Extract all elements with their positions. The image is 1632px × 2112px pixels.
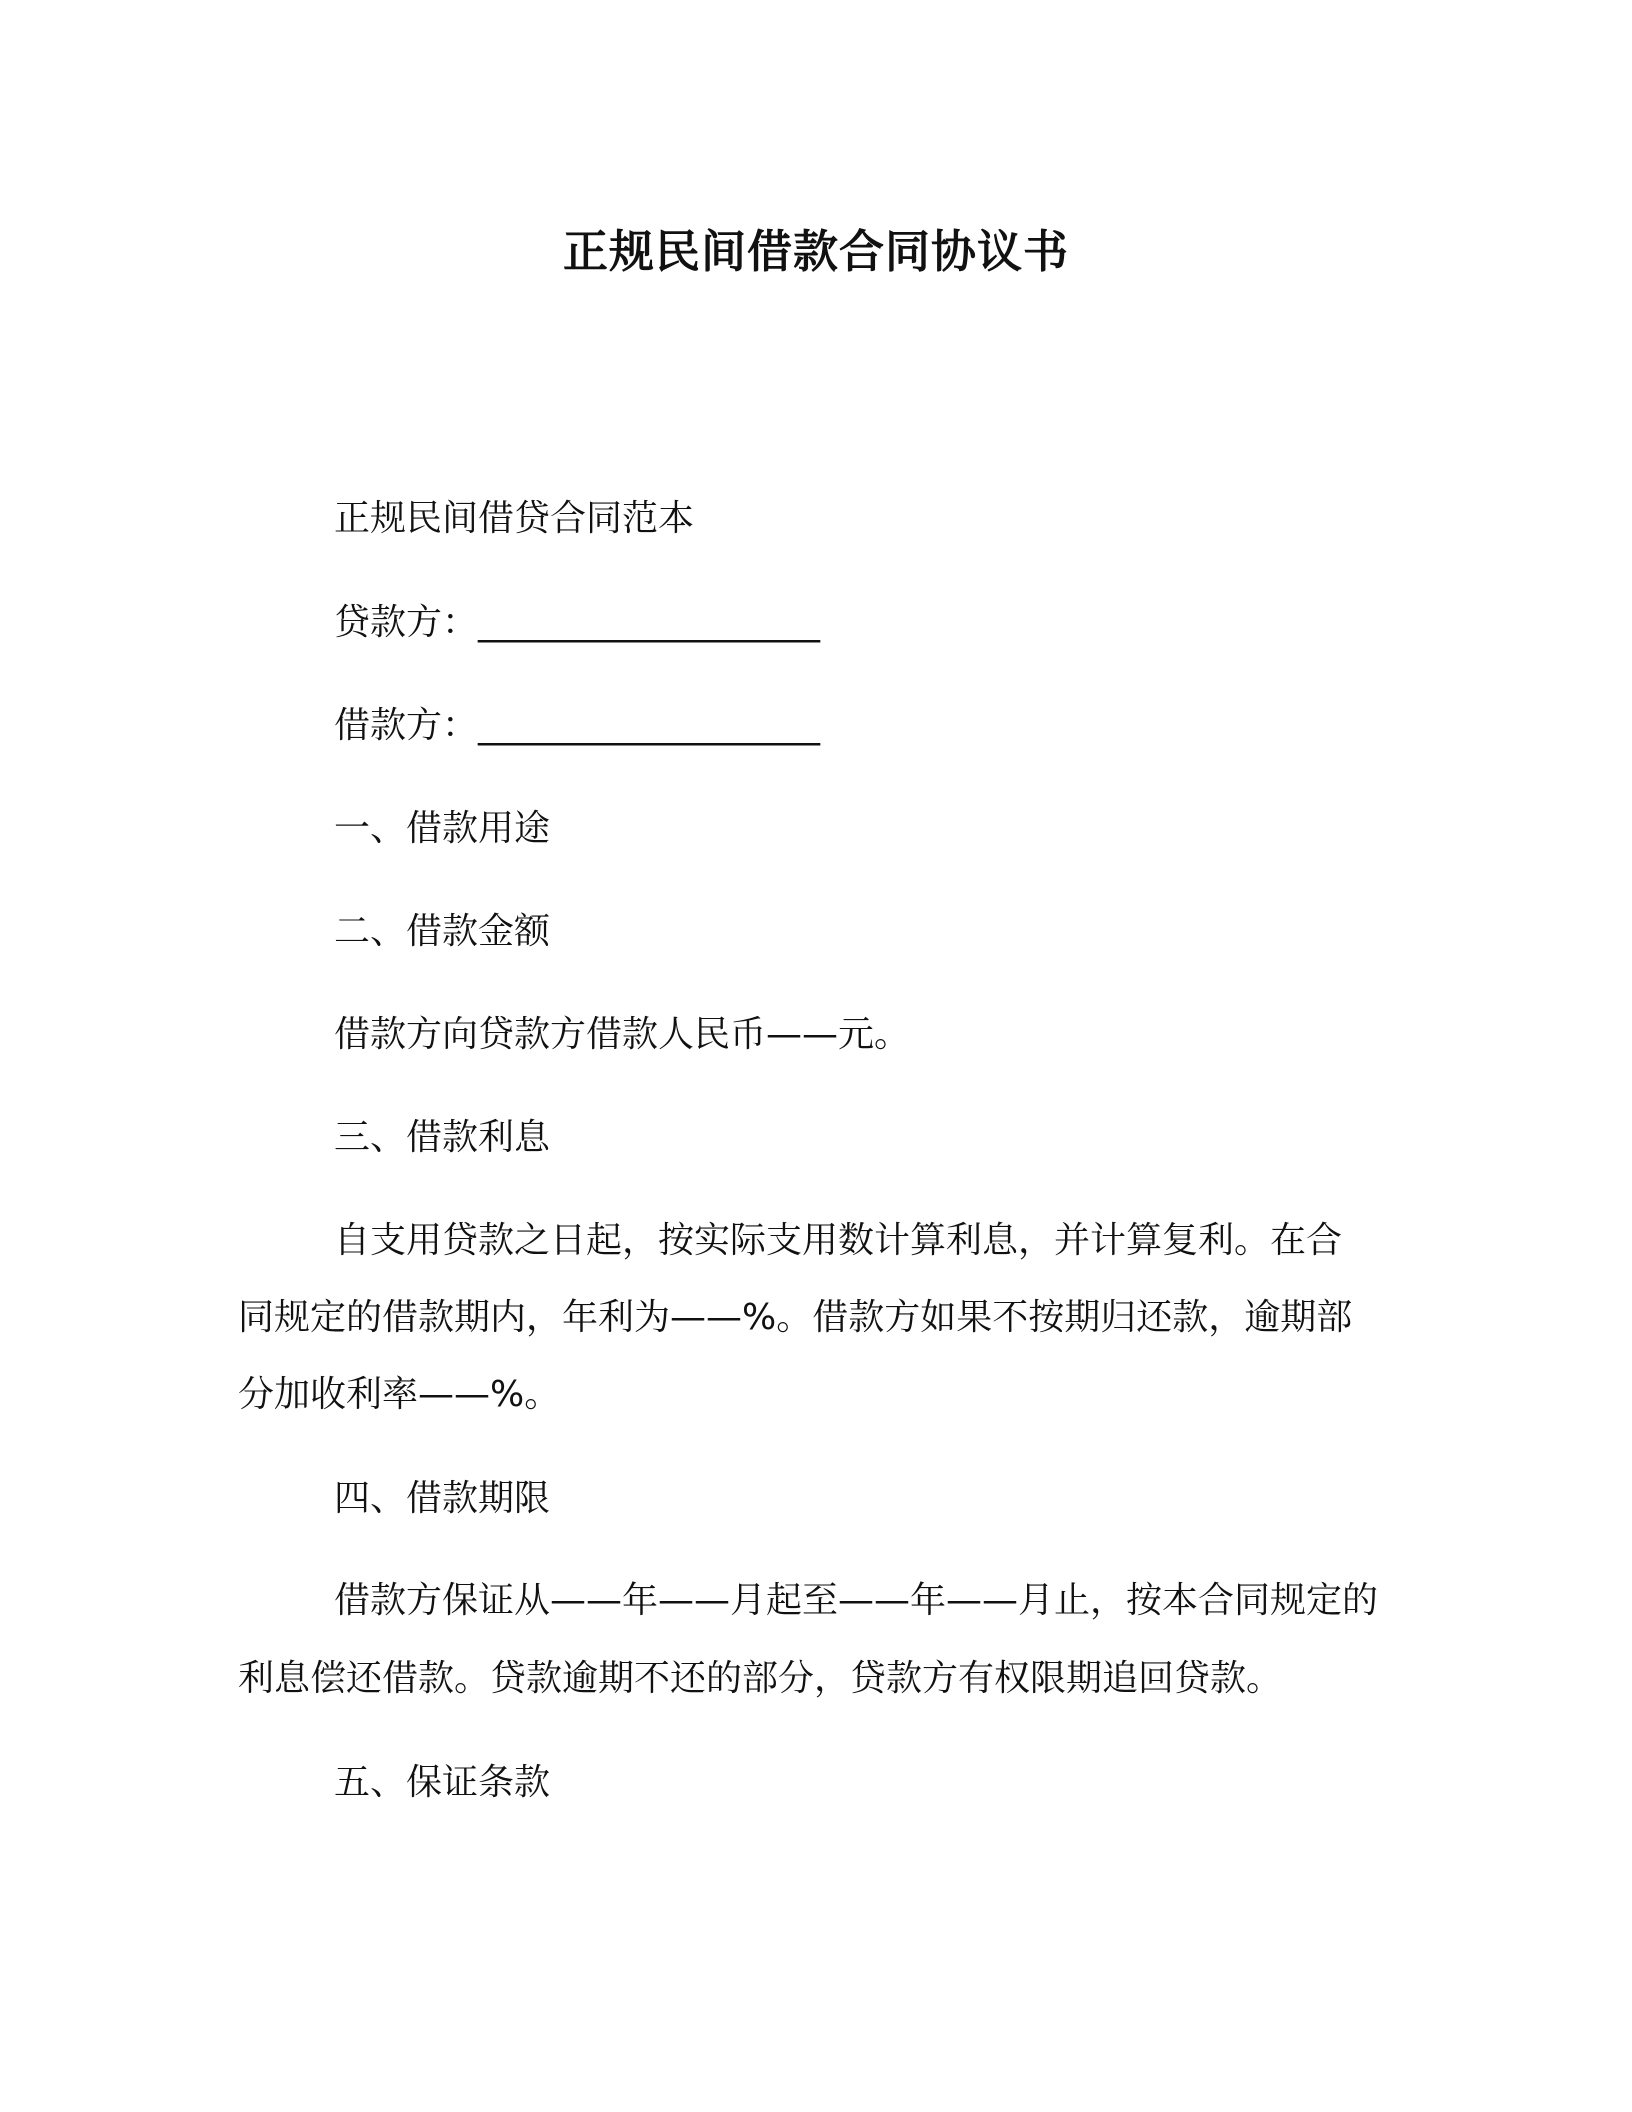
section-5-heading: 五、保证条款: [334, 1762, 551, 1803]
section-2-body: 借款方向贷款方借款人民币——元。: [334, 1014, 911, 1055]
document-subtitle: 正规民间借贷合同范本: [334, 498, 695, 539]
section-3-body-line-2: 同规定的借款期内，年利为——%。借款方如果不按期归还款，逾期部: [238, 1297, 1353, 1338]
section-3-body-line-3: 分加收利率——%。: [238, 1374, 561, 1415]
document-title: 正规民间借款合同协议书: [562, 225, 1069, 278]
section-2-heading: 二、借款金额: [334, 911, 551, 952]
section-4-heading: 四、借款期限: [334, 1478, 551, 1519]
section-3-body-line-1: 自支用贷款之日起，按实际支用数计算利息，并计算复利。在合: [334, 1220, 1343, 1261]
section-4-body-line-1: 借款方保证从——年——月起至——年——月止，按本合同规定的: [334, 1580, 1379, 1621]
section-1-heading: 一、借款用途: [334, 808, 551, 849]
section-4-body-line-2: 利息偿还借款。贷款逾期不还的部分，贷款方有权限期追回贷款。: [238, 1658, 1283, 1699]
borrower-field: 借款方：___________________: [334, 705, 821, 746]
section-3-heading: 三、借款利息: [334, 1117, 551, 1158]
lender-field: 贷款方：___________________: [334, 602, 821, 643]
